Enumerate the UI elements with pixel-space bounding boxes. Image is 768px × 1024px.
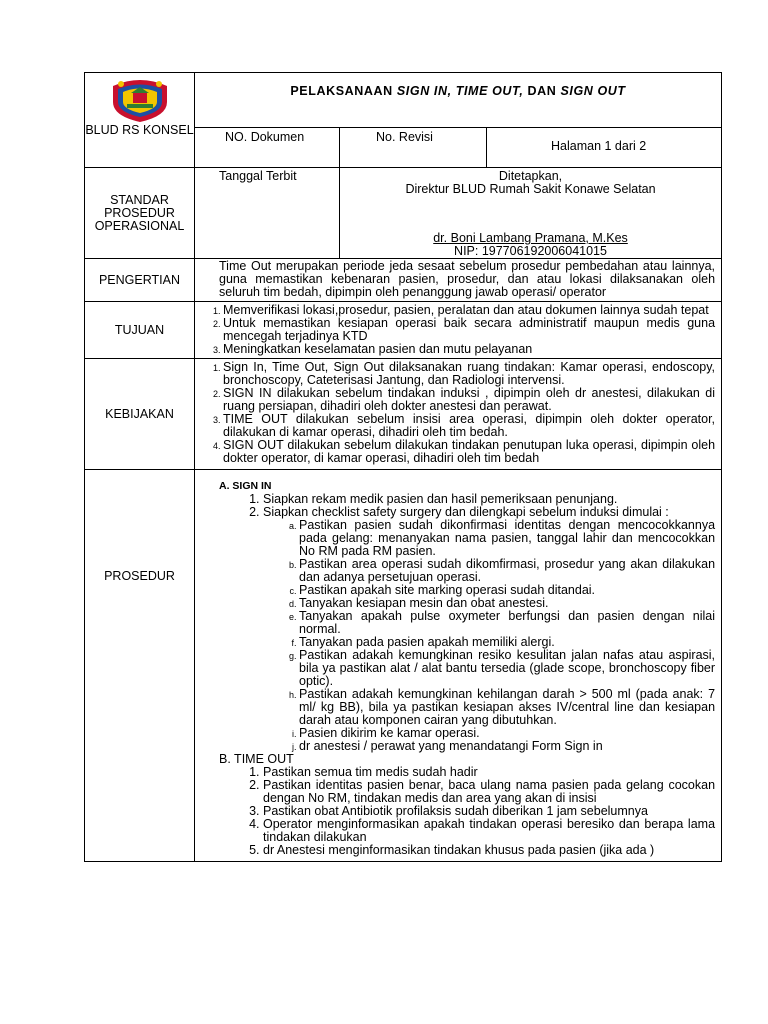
kebijakan-label: KEBIJAKAN: [85, 359, 195, 470]
sop-table: [84, 72, 722, 862]
time-out-list: [219, 766, 715, 857]
kebijakan-row: [85, 359, 722, 470]
section-a-title: A. SIGN IN: [219, 480, 272, 492]
pengertian-row: [85, 259, 722, 302]
tujuan-row: [85, 302, 722, 359]
section-b-title: B. TIME OUT: [219, 752, 294, 766]
list-item: a. Pastikan pasien sudah dikonfirmasi identitas dengan mencocokkannya pada gelang: menanyakan nama pasien, tanggal lahir dan mencocokkan No RM pada RM pasien.: [299, 519, 715, 558]
hospital-logo-icon: [109, 76, 171, 122]
prosedur-label: PROSEDUR: [85, 470, 195, 862]
sop-document: [84, 72, 721, 862]
revision-cell: No. Revisi: [340, 128, 487, 168]
signer-name: dr. Boni Lambang Pramana, M.Kes: [433, 231, 628, 245]
list-item: 3. Pastikan obat Antibiotik profilaksis sudah diberikan 1 jam sebelumnya: [263, 805, 715, 818]
sop-label: STANDAR PROSEDUR OPERASIONAL: [85, 168, 195, 259]
sop-row: [85, 168, 722, 259]
list-item: b. Pastikan area operasi sudah dikomfirmasi, prosedur yang akan dilakukan dan adanya persetujuan operasi.: [299, 558, 715, 584]
tujuan-content: [195, 302, 722, 359]
sign-in-list: [219, 493, 715, 753]
list-item: i. Pasien dikirim ke kamar operasi.: [299, 727, 715, 740]
prosedur-content: [195, 470, 722, 862]
list-item: 5. dr Anestesi menginformasikan tindakan khusus pada pasien (jika ada ): [263, 844, 715, 857]
kebijakan-list: [201, 361, 715, 465]
doc-number-cell: NO. Dokumen: [195, 128, 340, 168]
header-row: [85, 73, 722, 128]
list-item: d. Tanyakan kesiapan mesin dan obat anestesi.: [299, 597, 715, 610]
pengertian-label: PENGERTIAN: [85, 259, 195, 302]
institution-name: BLUD RS KONSEL: [85, 123, 194, 137]
list-item: g. Pastikan adakah kemungkinan resiko kesulitan jalan nafas atau aspirasi, bila ya pastikan alat / alat bantu tersedia (glade scope, bronchoscopy fiber optic).: [299, 649, 715, 688]
kebijakan-content: [195, 359, 722, 470]
approved-text: Ditetapkan,: [498, 169, 563, 183]
list-item: 4. SIGN OUT dilakukan sebelum dilakukan tindakan penutupan luka operasi, dipimpin oleh dokter operator, di kamar operasi, dihadiri oleh tim bedah: [223, 439, 715, 465]
list-item: 4. Operator menginformasikan apakah tindakan operasi beresiko dan berapa lama tindakan dilakukan: [263, 818, 715, 844]
institution-cell: [85, 73, 195, 168]
list-item: 2. SIGN IN dilakukan sebelum tindakan induksi , dipimpin oleh dr anestesi, dilakukan di ruang persiapan, dihadiri oleh dokter anestesi dan perawat.: [223, 387, 715, 413]
approval-cell: [340, 168, 722, 259]
page-count-cell: Halaman 1 dari 2: [487, 128, 722, 168]
tujuan-list: [201, 304, 715, 356]
list-item: j. dr anestesi / perawat yang menandatangi Form Sign in: [299, 740, 715, 753]
issue-date-cell: Tanggal Terbit: [195, 168, 340, 259]
sign-in-checklist: [263, 519, 715, 753]
prosedur-row: [85, 470, 722, 862]
list-item: 3. TIME OUT dilakukan sebelum insisi area operasi, dipimpin oleh dokter operator, dilakukan di kamar operasi, dihadiri oleh tim bedah.: [223, 413, 715, 439]
pengertian-text: Time Out merupakan periode jeda sesaat sebelum prosedur pembedahan atau lainnya, guna memastikan kebenaran pasien, prosedur, dan atau lokasi dilaksanakan oleh seluruh tim bedah, dipimpin oleh penanggung jawab operasi/ operator: [195, 259, 722, 302]
director-title: Direktur BLUD Rumah Sakit Konawe Selatan: [405, 182, 656, 196]
document-title: PELAKSANAAN SIGN IN, TIME OUT, DAN SIGN OUT: [195, 73, 722, 128]
list-item: 2. Pastikan identitas pasien benar, baca ulang nama pasien pada gelang cocokan dengan No RM, tindakan medis dan area yang akan di insisi: [263, 779, 715, 805]
list-item: 3. Meningkatkan keselamatan pasien dan mutu pelayanan: [223, 343, 715, 356]
list-item: 1. Memverifikasi lokasi,prosedur, pasien, peralatan dan atau dokumen lainnya sudah tepat: [223, 304, 715, 317]
list-item: e. Tanyakan apakah pulse oxymeter berfungsi dan pasien dengan nilai normal.: [299, 610, 715, 636]
list-item: 1. Pastikan semua tim medis sudah hadir: [263, 766, 715, 779]
list-item: 1. Sign In, Time Out, Sign Out dilaksanakan ruang tindakan: Kamar operasi, endoscopy, bronchoscopy, Cateterisasi Jantung, dan Radiologi intervensi.: [223, 361, 715, 387]
list-item: h. Pastikan adakah kemungkinan kehilangan darah > 500 ml (pada anak: 7 ml/ kg BB), bila ya pastikan kesiapan akses IV/central line dan kesiapan darah atau komponen cairan yang dibutuhkan.: [299, 688, 715, 727]
list-item: c. Pastikan apakah site marking operasi sudah ditandai.: [299, 584, 715, 597]
list-item: f. Tanyakan pada pasien apakah memiliki alergi.: [299, 636, 715, 649]
tujuan-label: TUJUAN: [85, 302, 195, 359]
list-item: 2. Siapkan checklist safety surgery dan dilengkapi sebelum induksi dimulai : a. Pastikan pasien sudah dikonfirmasi identitas dengan mencocokkannya pada gelang: menanyakan nama pasien, tanggal lahir dan mencocokkan No RM pada RM pasien. b. Pastikan area operasi sudah dikomfirmasi, prosedur yang akan dilakukan dan adanya persetujuan operasi. c. Pastikan apakah site marking operasi sudah ditandai. d. Tanyakan kesiapan mesin dan obat anestesi. e. Tanyakan apakah pulse oxymeter berfungsi dan pasien dengan nilai normal. f. Tanyakan pada pasien apakah memiliki alergi. g. Pastikan adakah kemungkinan resiko kesulitan jalan nafas atau aspirasi, bila ya pastikan alat / alat bantu tersedia (glade scope, bronchoscopy fiber optic). h. Pastikan adakah kemungkinan kehilangan darah > 500 ml (pada anak: 7 ml/ kg BB), bila ya pastikan kesiapan akses IV/central line dan kesiapan darah atau komponen cairan yang dibutuhkan. i. Pasien dikirim ke kamar operasi. j. dr anestesi / perawat yang menandatangi Form Sign in: [263, 506, 715, 753]
list-item: 2. Untuk memastikan kesiapan operasi baik secara administratif maupun medis guna mencegah terjadinya KTD: [223, 317, 715, 343]
signer-nip: NIP: 197706192006041015: [454, 244, 607, 258]
list-item: 1. Siapkan rekam medik pasien dan hasil pemeriksaan penunjang.: [263, 493, 715, 506]
